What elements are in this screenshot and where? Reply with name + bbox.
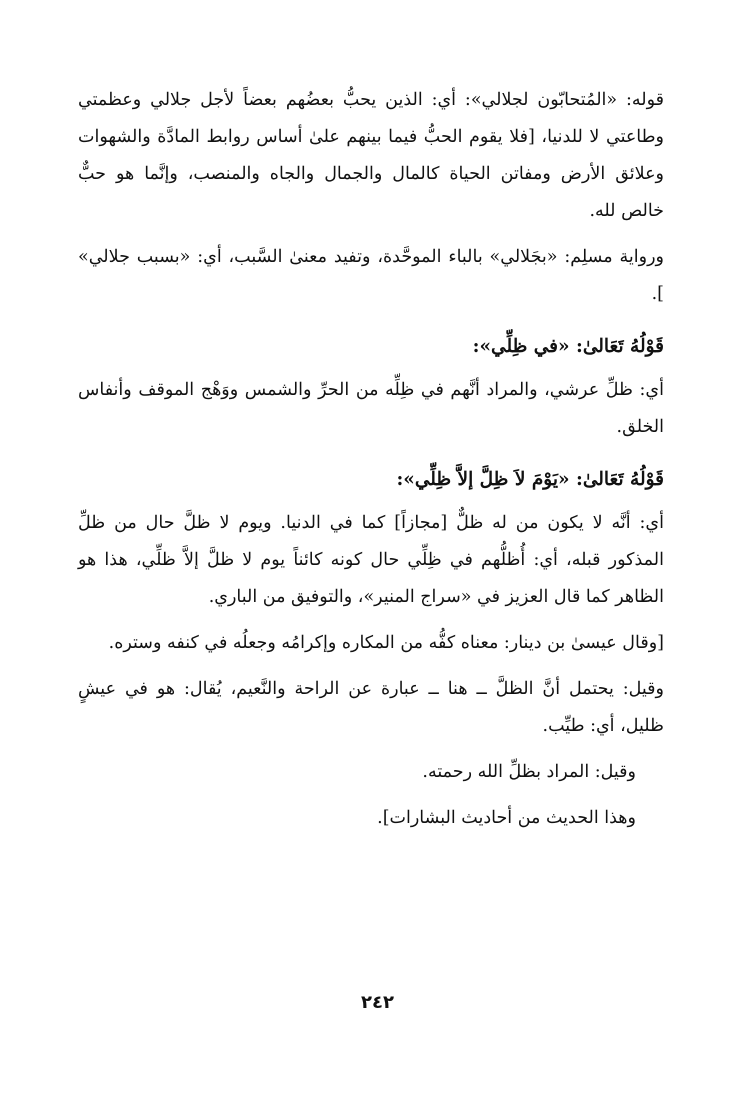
heading-yawma-la-zilla: قَوْلُهُ تَعَالىٰ: «يَوْمَ لاَ ظِلَّ إلاَّ ظِلِّي»: <box>396 469 664 490</box>
page-number: ٢٤٢ <box>361 992 394 1013</box>
paragraph-mercy: وقيل: المراد بظلِّ الله رحمته. <box>422 762 636 782</box>
page-body <box>78 82 664 837</box>
heading-fi-zilli: قَوْلُهُ تَعَالىٰ: «في ظِلِّي»: <box>472 336 664 357</box>
paragraph-muslim-narration: ورواية مسلِم: «بجَلالي» بالباء الموحَّدة، وتفيد معنىٰ السَّبب، أي: «بسبب جلالي» ]. <box>78 247 664 304</box>
paragraph-mutahabbun: قوله: «المُتحابّون لجلالي»: أي: الذين يحبُّ بعضُهم بعضاً لأجل جلالي وعظمتي وطاعتي لا للدنيا، [فلا يقوم الحبُّ فيما بينهم علىٰ أساس روابط المادَّة والشهوات وعلائق الأرض ومفاتن الحياة كالمال والجمال والجاه والمنصب، وإنَّما هو حبٌّ خالص لله. <box>78 90 664 221</box>
paragraph-shade-of-throne: أي: ظلِّ عرشي، والمراد أنَّهم في ظِلِّه من الحرِّ والشمس ووَهْج الموقف وأنفاس الخلق. <box>78 380 664 437</box>
paragraph-isa-ibn-dinar: [وقال عيسىٰ بن دينار: معناه كفُّه من المكاره وإكرامُه وجعلُه في كنفه وستره. <box>108 633 664 653</box>
paragraph-glad-tidings: وهذا الحديث من أحاديث البشارات]. <box>377 808 636 828</box>
paragraph-rest-and-bliss: وقيل: يحتمل أنَّ الظلَّ ــ هنا ــ عبارة عن الراحة والنَّعيم، يُقال: هو في عيشٍ ظليل، أي: طيِّب. <box>78 679 664 736</box>
paragraph-no-shade-explanation: أي: أنَّه لا يكون من له ظلٌّ [مجازاً] كما في الدنيا. ويوم لا ظلَّ حال من ظلِّ المذكور قبله، أي: أُظلُّهم في ظِلِّي حال كونه كائناً يوم لا ظلَّ إلاَّ ظلِّي، هذا هو الظاهر كما قال العزيز في «سراج المنير»، والتوفيق من الباري. <box>78 513 664 607</box>
